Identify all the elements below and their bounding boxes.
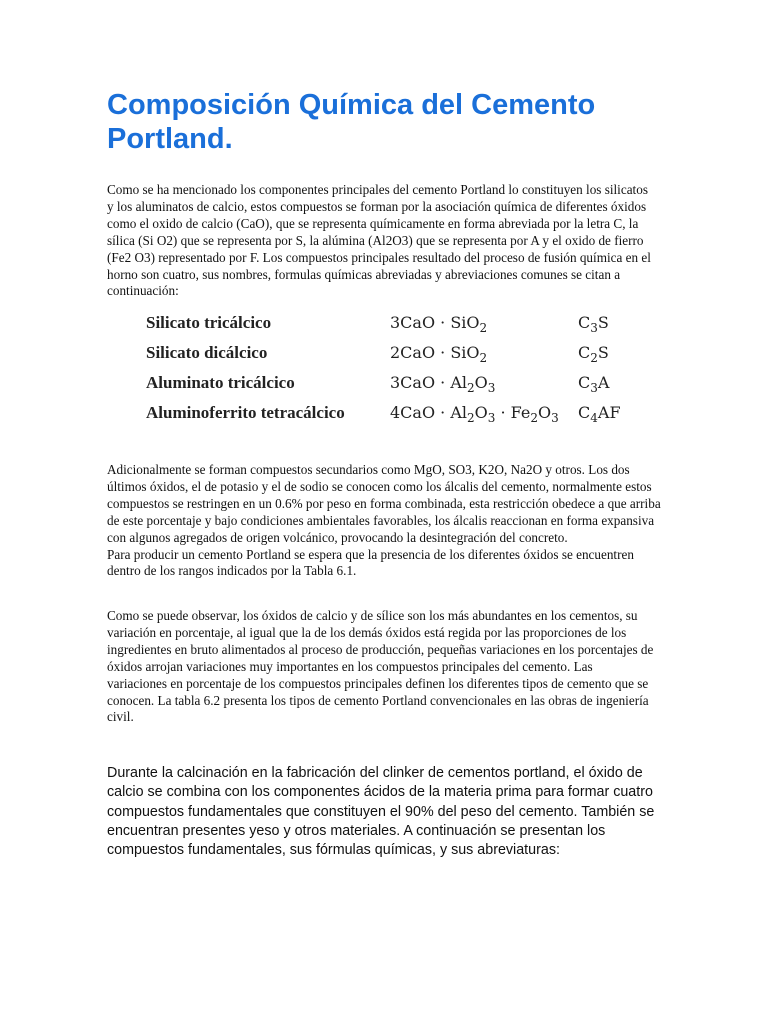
compound-abbreviation: $C_3S$ xyxy=(578,313,609,335)
compound-name: Aluminato tricálcico xyxy=(146,373,295,392)
page-title: Composición Química del Cemento Portland. xyxy=(107,89,596,155)
oxide-ranges-paragraph: Para producir un cemento Portland se espera que la presencia de los diferentes óxidos se encuentren dentro de los rangos indicados por la Tabla 6.1. xyxy=(107,546,634,579)
compound-formula: $3CaO \cdot Al_2O_3$ xyxy=(390,373,496,395)
compound-name: Aluminoferrito tetracálcico xyxy=(146,403,345,422)
secondary-compounds-section xyxy=(107,462,665,580)
compound-formula: 3CaO · SiO$_2$ xyxy=(390,313,488,335)
compound-row xyxy=(146,403,666,431)
compounds-table xyxy=(146,313,666,433)
compound-abbreviation: $C_3A$ xyxy=(578,373,610,395)
compound-formula: 2CaO · SiO$_2$ xyxy=(390,343,488,365)
compound-row xyxy=(146,313,666,341)
compound-row xyxy=(146,343,666,371)
compound-name: Silicato dicálcico xyxy=(146,343,268,362)
secondary-compounds-paragraph: Adicionalmente se forman compuestos secundarios como MgO, SO3, K2O, Na2O y otros. Los dos últimos óxidos, el de potasio y el de sodio se conocen como los álcalis del cemento, normalmente estos compuestos se restringen en un 0.6% por peso en forma combinada, esta restricción obedece a que arriba de este porcentaje y bajo condiciones ambientales favorables, los álcalis reaccionan en forma expansiva con algunos agregados de origen volcánico, provocando la desintegración del concreto. xyxy=(107,462,661,545)
compound-abbreviation: $C_4AF$ xyxy=(578,403,621,425)
intro-paragraph: Como se ha mencionado los componentes principales del cemento Portland lo constituyen los silicatos y los aluminatos de calcio, estos compuestos se forman por la asociación química de diferentes óxidos como el oxido de calcio (CaO), que se representa químicamente en forma abreviada por la letra C, la sílica (Si O2) que se representa por S, la alúmina (Al2O3) que se representa por A y el oxido de fierro (Fe2 O3) representado por F. Los compuestos principales resultado del proceso de fusión química en el horno son cuatro, sus nombres, formulas químicas abreviadas y abreviaciones comunes se citan a continuación: xyxy=(107,182,651,299)
oxide-variation-paragraph: Como se puede observar, los óxidos de calcio y de sílice son los más abundantes en los cementos, su variación en porcentaje, al igual que la de los demás óxidos está regida por las proporciones de los ingredientes en bruto alimentados al proceso de producción, pequeñas variaciones en los porcentajes de óxidos arrojan variaciones muy importantes en los compuestos principales del cemento. Las variaciones en porcentaje de los compuestos principales definen los diferentes tipos de cemento que se conocen. La tabla 6.2 presenta los tipos de cemento Portland convencionales en las obras de ingeniería civil. xyxy=(107,608,654,725)
calcination-paragraph: Durante la calcinación en la fabricación del clinker de cementos portland, el óxido de calcio se combina con los componentes ácidos de la materia prima para formar cuatro compuestos fundamentales que constituyen el 90% del peso del cemento. También se encuentran presentes yeso y otros materiales. A continuación se presentan los compuestos fundamentales, sus fórmulas químicas, y sus abreviaturas: xyxy=(107,765,655,859)
compound-abbreviation: $C_2S$ xyxy=(578,343,609,365)
compound-name: Silicato tricálcico xyxy=(146,313,272,332)
compound-formula: $4CaO \cdot Al_2O_3 \cdot Fe_2O_3$ xyxy=(390,403,559,425)
compound-row xyxy=(146,373,666,401)
